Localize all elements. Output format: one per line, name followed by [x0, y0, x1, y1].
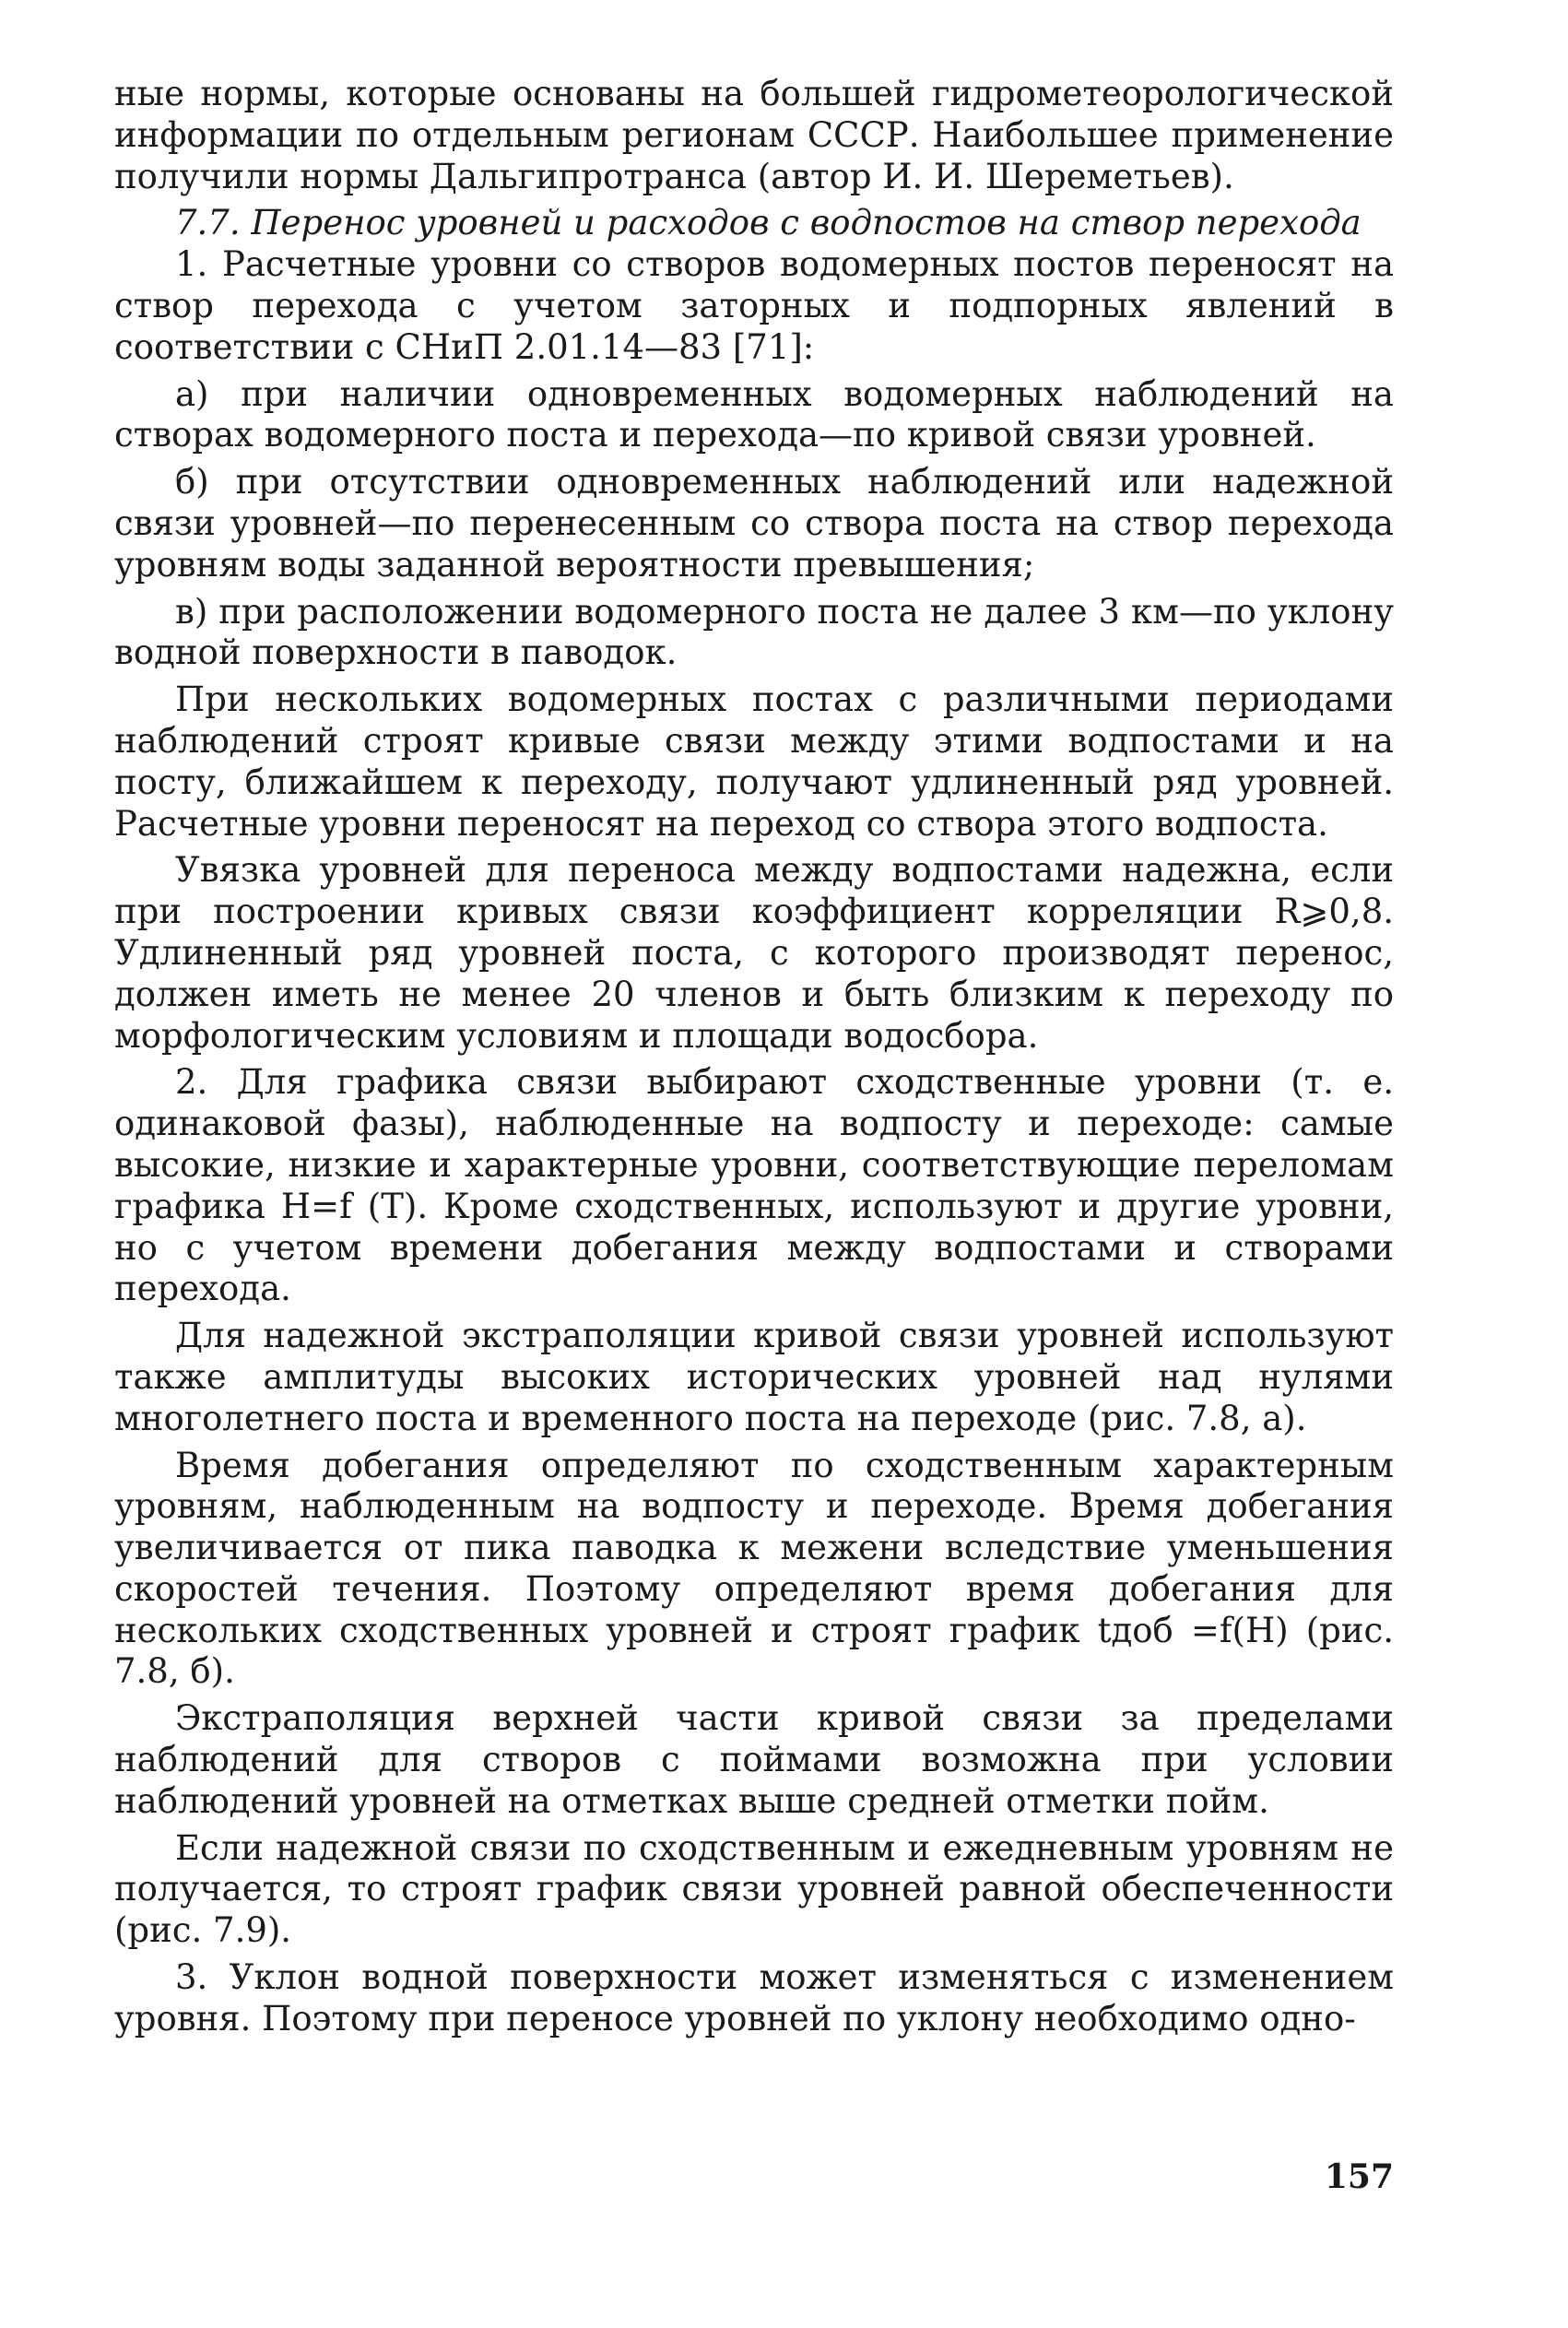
paragraph-item-c: в) при расположении водомерного поста не далее 3 км—по уклону водной поверхности в паводок.	[114, 591, 1394, 673]
paragraph-correlation: Увязка уровней для переноса между водпостами надежна, если при построении кривых связи коэффициент корреляции R⩾0,8. Удлиненный ряд уровней поста, с которого производят перенос, должен иметь не менее 20 членов и быть близким к переходу по морфологическим условиям и площади водосбора.	[114, 850, 1394, 1056]
paragraph-1: 1. Расчетные уровни со створов водомерных постов переносят на створ перехода с учетом заторных и подпорных явлений в соответствии с СНиП 2.01.14—83 [71]:	[114, 244, 1394, 367]
page-body	[114, 74, 1394, 2046]
paragraph-item-b: б) при отсутствии одновременных наблюдений или надежной связи уровней—по перенесенным со створа поста на створ перехода уровням воды заданной вероятности превышения;	[114, 462, 1394, 585]
paragraph-intro: ные нормы, которые основаны на большей гидрометеорологической информации по отдельным регионам СССР. Наибольшее применение получили нормы Дальгипротранса (автор И. И. Шереметьев).	[114, 74, 1394, 196]
paragraph-extrapolation: Для надежной экстраполяции кривой связи уровней используют также амплитуды высоких исторических уровней над нулями многолетнего поста и временного поста на переходе (рис. 7.8, а).	[114, 1316, 1394, 1438]
paragraph-multiple-posts: При нескольких водомерных постах с различными периодами наблюдений строят кривые связи между этими водпостами и на посту, ближайшем к переходу, получают удлиненный ряд уровней. Расчетные уровни переносят на переход со створа этого водпоста.	[114, 679, 1394, 844]
paragraph-upper-curve: Экстраполяция верхней части кривой связи за пределами наблюдений для створов с поймами возможна при условии наблюдений уровней на отметках выше средней отметки пойм.	[114, 1698, 1394, 1821]
page-number: 157	[1324, 2157, 1394, 2196]
paragraph-2: 2. Для графика связи выбирают сходственные уровни (т. е. одинаковой фазы), наблюденные на водпосту и переходе: самые высокие, низкие и характерные уровни, соответствующие переломам графика H=f (T). Кроме сходственных, используют и другие уровни, но с учетом времени добегания между водпостами и створами перехода.	[114, 1062, 1394, 1309]
paragraph-equal-probability: Если надежной связи по сходственным и ежедневным уровням не получается, то строят график связи уровней равной обеспеченности (рис. 7.9).	[114, 1827, 1394, 1951]
section-heading: 7.7. Перенос уровней и расходов с водпостов на створ перехода	[175, 203, 1362, 243]
paragraph-item-a: а) при наличии одновременных водомерных наблюдений на створах водомерного поста и перехода—по кривой связи уровней.	[114, 373, 1394, 455]
paragraph-travel-time: Время добегания определяют по сходственным характерным уровням, наблюденным на водпосту и переходе. Время добегания увеличивается от пика паводка к межени вследствие уменьшения скоростей течения. Поэтому определяют время добегания для нескольких сходственных уровней и строят график tдоб =f(H) (рис. 7.8, б).	[114, 1445, 1394, 1692]
paragraph-3: 3. Уклон водной поверхности может изменяться с изменением уровня. Поэтому при переносе уровней по уклону необходимо одно-	[114, 1957, 1394, 2038]
